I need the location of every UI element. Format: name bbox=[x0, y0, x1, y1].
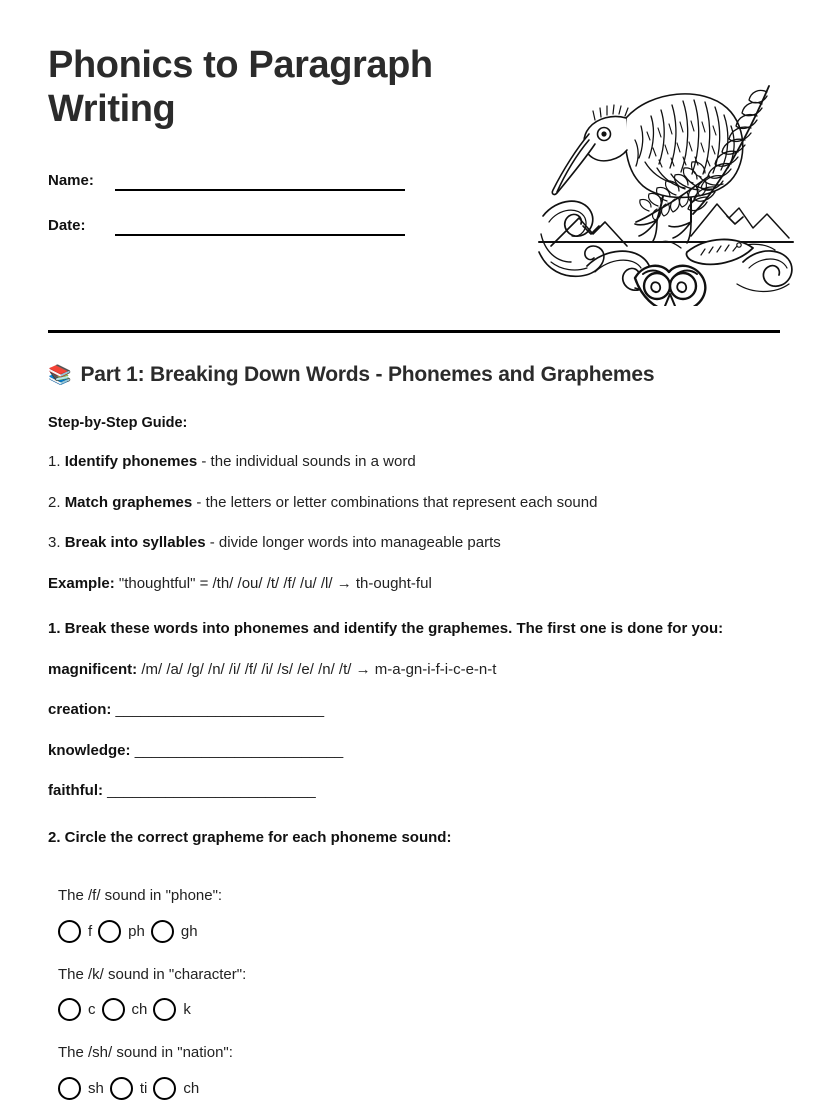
word-answer-blank[interactable]: _________________________ bbox=[115, 701, 325, 718]
radio-circle-icon[interactable] bbox=[153, 998, 176, 1021]
choice-option-label: ch bbox=[131, 1001, 148, 1018]
choice-option[interactable] bbox=[58, 1077, 110, 1100]
section-heading-part1 bbox=[48, 363, 780, 387]
question1-item bbox=[48, 781, 780, 801]
word-label: magnificent: bbox=[48, 660, 138, 678]
question2-group bbox=[48, 886, 780, 943]
choice-option[interactable] bbox=[98, 920, 151, 943]
step-number: 2. bbox=[48, 493, 61, 511]
guide-step bbox=[48, 533, 780, 553]
word-label: faithful: bbox=[48, 782, 103, 799]
question1-item bbox=[48, 741, 780, 761]
guide-title: Step-by-Step Guide: bbox=[48, 415, 188, 431]
radio-circle-icon[interactable] bbox=[110, 1077, 133, 1100]
choice-option[interactable] bbox=[110, 1077, 154, 1100]
step-description: - divide longer words into manageable parts bbox=[209, 534, 501, 551]
header-divider bbox=[48, 330, 780, 333]
example-text: "thoughtful" = /th/ /ou/ /t/ /f/ /u/ /l/ → th-ought-ful bbox=[118, 574, 432, 592]
guide-step bbox=[48, 452, 780, 472]
radio-circle-icon[interactable] bbox=[58, 1077, 81, 1100]
page-title: Phonics to Paragraph Writing bbox=[48, 44, 433, 130]
step-description: - the individual sounds in a word bbox=[201, 453, 416, 470]
radio-circle-icon[interactable] bbox=[153, 1077, 176, 1100]
choice-options-row bbox=[58, 920, 780, 943]
step-number: 3. bbox=[48, 534, 61, 551]
example-line bbox=[48, 574, 780, 594]
word-label: knowledge: bbox=[48, 741, 131, 759]
question1-item bbox=[48, 700, 780, 720]
kiwi-bird-fern-mountains-koru-owl-illustration bbox=[531, 56, 801, 306]
choice-option-label: sh bbox=[88, 1079, 104, 1097]
section-heading-text: Part 1: Breaking Down Words - Phonemes and Graphemes bbox=[80, 363, 655, 386]
books-icon: 📚 bbox=[48, 364, 72, 386]
question1-item bbox=[48, 660, 780, 680]
radio-circle-icon[interactable] bbox=[98, 920, 121, 943]
radio-circle-icon[interactable] bbox=[102, 998, 125, 1021]
radio-circle-icon[interactable] bbox=[58, 998, 81, 1021]
question2-heading: 2. Circle the correct grapheme for each phoneme sound: bbox=[48, 828, 452, 846]
choice-option-label: c bbox=[88, 1001, 96, 1018]
choice-option[interactable] bbox=[153, 1077, 205, 1100]
choice-option-label: gh bbox=[180, 922, 198, 940]
word-label: creation: bbox=[48, 701, 112, 718]
choice-option-label: ph bbox=[128, 922, 145, 940]
example-label: Example: bbox=[48, 574, 115, 592]
guide-step bbox=[48, 493, 780, 513]
step-number: 1. bbox=[48, 453, 61, 470]
worksheet-header bbox=[48, 0, 780, 304]
step-description: - the letters or letter combinations that represent each sound bbox=[196, 493, 598, 511]
radio-circle-icon[interactable] bbox=[151, 920, 174, 943]
step-term: Match graphemes bbox=[64, 493, 193, 511]
choice-option[interactable] bbox=[153, 998, 197, 1021]
word-answer-blank[interactable]: _________________________ bbox=[134, 741, 344, 759]
question2-group bbox=[48, 1043, 780, 1100]
word-answer[interactable]: /m/ /a/ /g/ /n/ /i/ /f/ /i/ /s/ /e/ /n/ /t/ → m-a-gn-i-f-i-c-e-n-t bbox=[141, 660, 497, 678]
question1-heading: 1. Break these words into phonemes and identify the graphemes. The first one is done for you: bbox=[48, 620, 724, 637]
choice-options-row bbox=[58, 998, 780, 1021]
choice-option[interactable] bbox=[58, 920, 98, 943]
name-label: Name: bbox=[48, 172, 94, 190]
choice-prompt: The /sh/ sound in "nation": bbox=[58, 1044, 233, 1061]
choice-option-label: ti bbox=[139, 1079, 148, 1097]
radio-circle-icon[interactable] bbox=[58, 920, 81, 943]
choice-options-row bbox=[58, 1077, 780, 1100]
choice-option-label: f bbox=[88, 922, 93, 940]
question2-group bbox=[48, 965, 780, 1022]
choice-option-label: ch bbox=[183, 1079, 200, 1097]
word-answer-blank[interactable]: _________________________ bbox=[107, 782, 316, 799]
choice-option-label: k bbox=[183, 1001, 191, 1018]
step-term: Identify phonemes bbox=[64, 453, 198, 470]
name-input-line[interactable] bbox=[115, 188, 405, 191]
choice-prompt: The /f/ sound in "phone": bbox=[58, 887, 223, 904]
choice-option[interactable] bbox=[151, 920, 204, 943]
step-term: Break into syllables bbox=[64, 534, 206, 551]
date-input-line[interactable] bbox=[115, 233, 405, 236]
choice-option[interactable] bbox=[58, 998, 102, 1021]
choice-option[interactable] bbox=[102, 998, 154, 1021]
choice-prompt: The /k/ sound in "character": bbox=[58, 965, 247, 983]
date-label: Date: bbox=[48, 217, 86, 235]
